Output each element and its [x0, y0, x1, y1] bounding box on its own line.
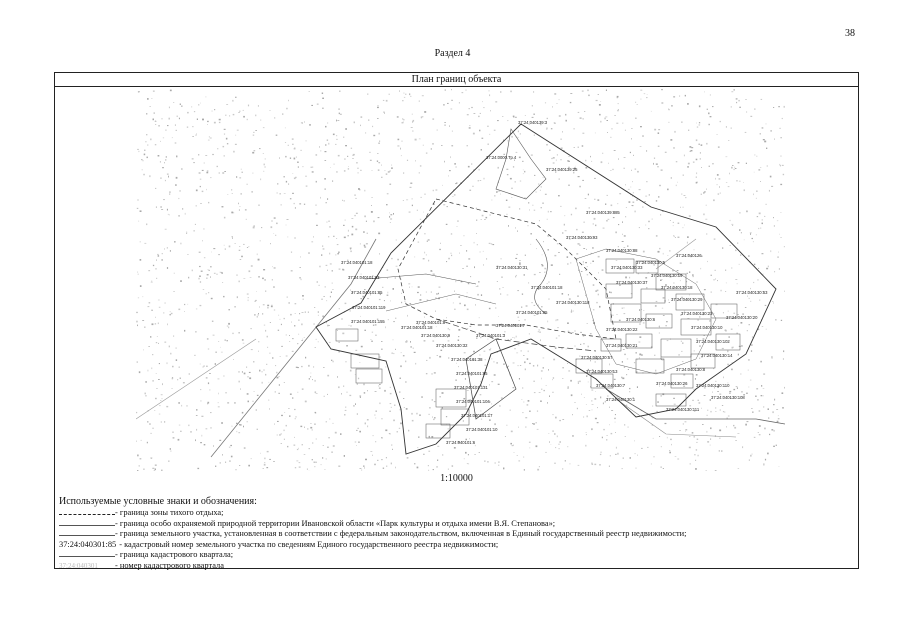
- cadastral-number-label: 37:24:040101:65: [456, 371, 488, 376]
- legend-text: - граница земельного участка, установленная в соответствии с федеральным законодательством, включенная в Единый государственный реестр недвижимости;: [115, 529, 687, 538]
- parcel-outline: [436, 389, 466, 407]
- cadastral-number-label: 37:24:040101:38: [451, 357, 483, 362]
- parcel-outline: [641, 289, 665, 303]
- legend-item: [59, 519, 854, 530]
- cadastral-number-label: 37:24:040101:85: [351, 290, 383, 295]
- cadastral-number-label: 37:24:040139:3: [518, 120, 548, 125]
- cadastral-number-label: 37:24:040101:6: [446, 440, 476, 445]
- cadastral-map[interactable]: [136, 89, 785, 471]
- legend-symbol-code: 37:24:040301:85: [59, 539, 117, 549]
- legend-item: [59, 550, 854, 561]
- legend: [59, 496, 854, 571]
- cadastral-number-label: 37:24:040130:7: [596, 383, 626, 388]
- cadastral-number-label: 37:24:040130:19: [651, 273, 683, 278]
- map-road: [136, 339, 256, 419]
- cadastral-number-label: 37:24:040130:1: [606, 397, 636, 402]
- inner-path: [496, 129, 546, 199]
- cadastral-number-label: 37:24:040130:8: [676, 367, 706, 372]
- cadastral-number-label: 37:24:040101:18: [531, 285, 563, 290]
- legend-item: [59, 561, 854, 572]
- cadastral-number-label: 37:24:040130:111: [666, 407, 700, 412]
- cadastral-number-label: 37:24:040101:131: [454, 385, 488, 390]
- cadastral-number-label: 37:24:040130:5: [636, 260, 666, 265]
- cadastral-number-label: 37:24:040130:13: [586, 369, 618, 374]
- cadastral-number-label: 37:24:040139:25: [546, 167, 578, 172]
- cadastral-number-label: 37:24:040130:29: [671, 297, 703, 302]
- cadastral-number-label: 37:24:040130:32: [436, 343, 468, 348]
- cadastral-number-label: 37:24:040101:3: [476, 333, 506, 338]
- cadastral-number-label: 37:24:040130:37: [616, 280, 648, 285]
- cadastral-number-label: 37:24:040130:102: [696, 339, 730, 344]
- cadastral-number-label: 37:24:040101:104: [456, 399, 490, 404]
- cadastral-number-label: 37:24:040130:10: [691, 325, 723, 330]
- parcel-outline: [656, 394, 686, 406]
- map-scale: 1:10000: [440, 473, 473, 484]
- parcel-outline: [356, 369, 382, 383]
- cadastral-number-label: 37:24:040130:108: [711, 395, 745, 400]
- legend-text: - кадастровый номер земельного участка по сведениям Единого государственного реестра недвижимости;: [119, 539, 499, 549]
- inner-path: [366, 274, 476, 284]
- cadastral-number-label: 37:24:040126: [676, 253, 702, 258]
- cadastral-number-label: 37:24:040101:17: [461, 413, 493, 418]
- cadastral-number-label: 37:24:040130:21: [606, 343, 638, 348]
- page-number: 38: [845, 28, 855, 39]
- cadastral-number-label: 37:24:040130:14: [701, 353, 733, 358]
- legend-line-symbol: [59, 519, 115, 529]
- cadastral-number-label: 37:24:040130:33: [611, 265, 643, 270]
- cadastral-number-label: 37:24:040130:110: [696, 383, 730, 388]
- legend-text: - граница особо охраняемой природной территории Ивановской области «Парк культуры и отдыха имени В.Я. Степанова»;: [115, 518, 556, 528]
- cadastral-number-label: 37:24:040130:20: [726, 315, 758, 320]
- legend-text: - номер кадастрового квартала: [115, 560, 224, 570]
- cadastral-number-label: 37:24:040101:18: [341, 260, 373, 265]
- cadastral-number-label: 37:24:040130:18: [661, 285, 693, 290]
- inner-path: [386, 294, 496, 311]
- legend-item: [59, 540, 854, 551]
- cadastral-number-label: 37:24:040101:83: [348, 275, 380, 280]
- cadastral-number-label: 37:24:040130:6: [626, 317, 656, 322]
- cadastral-number-label: 37:24:040101:8: [416, 320, 446, 325]
- legend-item: [59, 529, 854, 540]
- map-road: [616, 399, 736, 437]
- parcel-outline: [336, 329, 358, 341]
- cadastral-number-label: 37:24:040139:885: [586, 210, 620, 215]
- cadastral-number-label: 37:24:040130:93: [566, 235, 598, 240]
- frame-title: План границ объекта: [55, 73, 858, 87]
- cadastral-number-label: 37:24:040130:9: [421, 333, 451, 338]
- legend-line-symbol: [59, 529, 115, 539]
- map-road: [211, 239, 376, 457]
- legend-text: - граница зоны тихого отдыха;: [115, 508, 224, 517]
- cadastral-number-label: 37:24:040101:85: [516, 310, 548, 315]
- cadastral-number-label: 37:24:040101:119: [352, 305, 386, 310]
- parcel-outline: [636, 359, 664, 373]
- parcel-outline: [606, 284, 632, 298]
- cadastral-number-label: 37:24:040101:7: [496, 323, 526, 328]
- legend-text: - граница кадастрового квартала;: [115, 550, 234, 559]
- cadastral-number-label: 37:24:040101:155: [351, 319, 385, 324]
- cadastral-number-label: 37:24:040130:118: [556, 300, 590, 305]
- cadastral-number-label: 37:24:040130:57: [581, 355, 613, 360]
- legend-line-symbol: [59, 550, 115, 560]
- cadastral-number-label: 37:24:040130:26: [656, 381, 688, 386]
- cadastral-number-label: 37:24:040130:88: [606, 248, 638, 253]
- legend-item: [59, 508, 854, 519]
- cadastral-number-label: 37:24:040130:22: [606, 327, 638, 332]
- legend-symbol-quarter-number: 37:24:040301: [59, 561, 98, 570]
- section-title: Раздел 4: [434, 48, 471, 59]
- cadastral-number-label: 37:24:040130:53: [736, 290, 768, 295]
- plan-frame: [54, 72, 859, 569]
- legend-title: Используемые условные знаки и обозначения:: [59, 496, 257, 507]
- parcel-outline: [661, 339, 691, 357]
- cadastral-number-label: 37:24:0000.Тр.4: [486, 155, 517, 160]
- cadastral-number-label: 37:24:040130:23: [681, 311, 713, 316]
- map-label-group: [341, 120, 768, 445]
- legend-line-symbol: [59, 508, 115, 518]
- cadastral-number-label: 37:24:040130:31: [496, 265, 528, 270]
- inner-path: [535, 239, 548, 314]
- cadastral-number-label: 37:24:040101:18: [401, 325, 433, 330]
- cadastral-number-label: 37:24:040101:10: [466, 427, 498, 432]
